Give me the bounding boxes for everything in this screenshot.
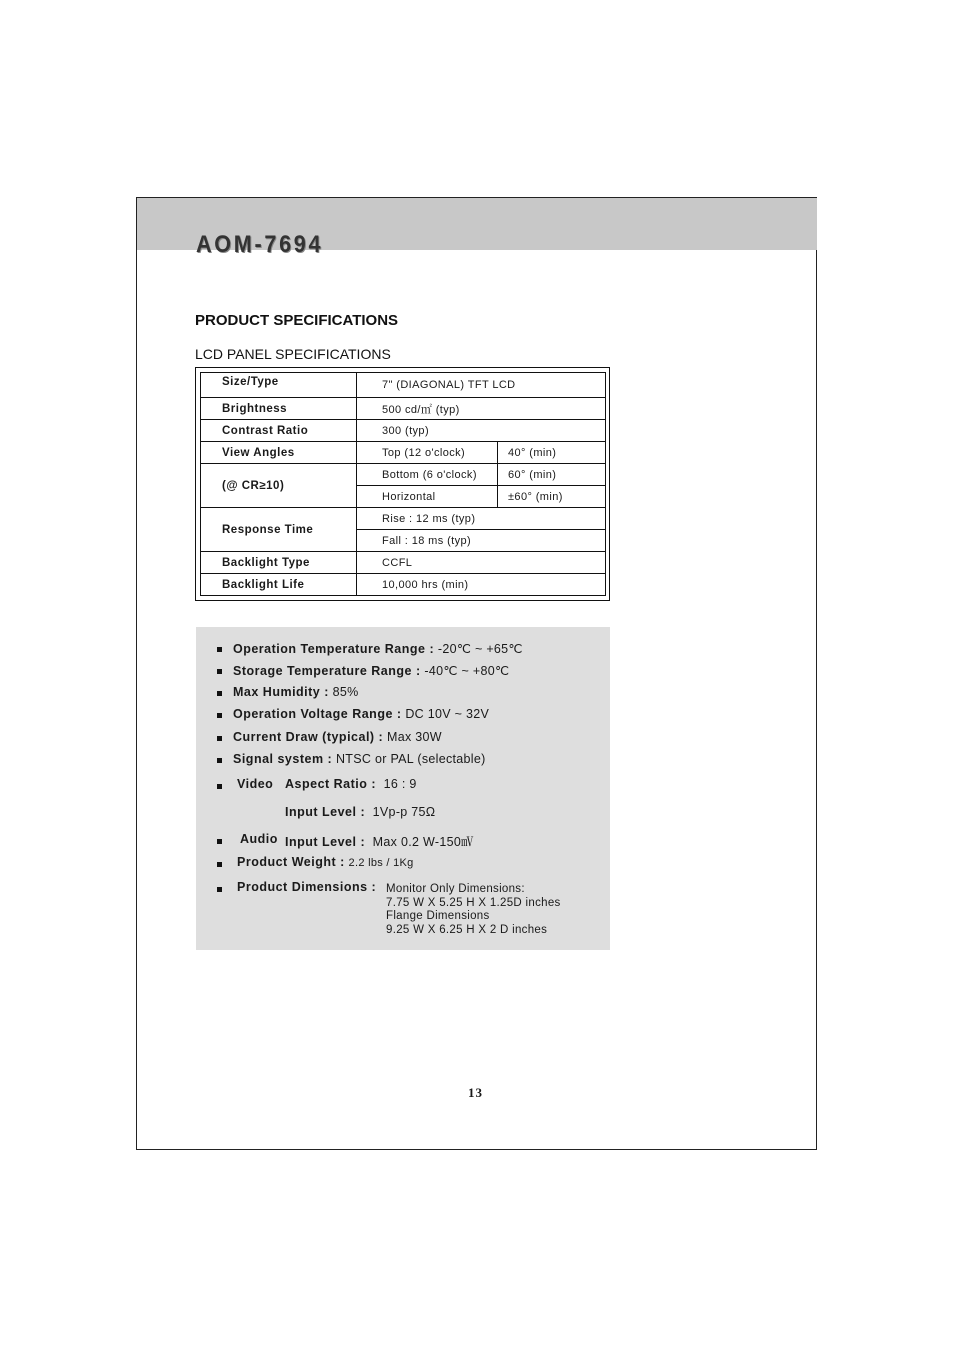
list-item [233, 707, 489, 721]
dimension-line: Flange Dimensions [386, 910, 490, 922]
bullet-icon [217, 887, 222, 892]
lcd-panel-subtitle: LCD PANEL SPECIFICATIONS [195, 346, 391, 362]
bullet-icon [217, 862, 222, 867]
section-title: PRODUCT SPECIFICATIONS [195, 312, 399, 329]
spec-value: 40° (min) [498, 442, 606, 464]
spec-value: Top (12 o'clock) [357, 442, 498, 464]
spec-value: Max 0.2 W-150㎷ [372, 835, 474, 849]
table-row [201, 508, 606, 530]
spec-value: Horizontal [357, 486, 498, 508]
spec-label: Size/Type [201, 373, 357, 398]
spec-value: 1Vp-p 75Ω [372, 805, 436, 819]
table-row [201, 574, 606, 596]
bullet-icon [217, 669, 222, 674]
bullet-icon [217, 713, 222, 718]
bullet-icon [217, 839, 222, 844]
spec-value: 85% [328, 685, 359, 699]
spec-value: 7" (DIAGONAL) TFT LCD [357, 373, 606, 398]
spec-label: Product Weight : [237, 855, 345, 869]
spec-label: Input Level : [285, 835, 366, 849]
list-item [233, 685, 359, 699]
spec-label: Operation Voltage Range : [233, 707, 402, 721]
table-row [201, 373, 606, 398]
dimension-line: Monitor Only Dimensions: [386, 883, 525, 895]
bullet-icon [217, 784, 222, 789]
spec-label: Current Draw (typical) : [233, 730, 384, 744]
dimensions-values [386, 883, 561, 937]
table-row [201, 552, 606, 574]
spec-value: -40℃ ~ +80℃ [420, 664, 510, 678]
spec-value: Fall : 18 ms (typ) [357, 530, 606, 552]
dimensions-label: Product Dimensions : [237, 880, 377, 894]
spec-label: (@ CR≥10) [201, 464, 357, 508]
spec-value: 16 : 9 [383, 777, 417, 791]
spec-value: 300 (typ) [357, 420, 606, 442]
bullet-icon [217, 758, 222, 763]
spec-value: DC 10V ~ 32V [401, 707, 490, 721]
list-item [237, 855, 414, 869]
table-row [201, 420, 606, 442]
bullet-icon [217, 736, 222, 741]
spec-value: 60° (min) [498, 464, 606, 486]
spec-label: Backlight Life [201, 574, 357, 596]
dimension-line: 7.75 W X 5.25 H X 1.25D inches [386, 896, 561, 909]
list-item [233, 752, 486, 766]
video-aspect-ratio [285, 777, 417, 791]
video-label: Video [237, 777, 274, 791]
bullet-icon [217, 647, 222, 652]
list-item [233, 663, 509, 678]
list-item [233, 641, 523, 656]
spec-value: -20℃ ~ +65℃ [434, 642, 523, 656]
model-title: AOM-7694 [196, 231, 324, 258]
spec-value: NTSC or PAL (selectable) [332, 752, 486, 766]
spec-label: Aspect Ratio : [285, 777, 377, 791]
spec-value: Rise : 12 ms (typ) [357, 508, 606, 530]
table-row [201, 398, 606, 420]
spec-label: Input Level : [285, 805, 366, 819]
spec-label: Signal system : [233, 752, 333, 766]
list-item [233, 730, 442, 744]
spec-label: Brightness [201, 398, 357, 420]
spec-label: Max Humidity : [233, 685, 329, 699]
spec-label: Backlight Type [201, 552, 357, 574]
table-row [201, 464, 606, 486]
spec-label: View Angles [201, 442, 357, 464]
spec-label: Response Time [201, 508, 357, 552]
spec-label: Operation Temperature Range : [233, 642, 435, 656]
table-row [201, 442, 606, 464]
spec-label: Storage Temperature Range : [233, 664, 421, 678]
spec-value: 500 cd/㎡ (typ) [357, 398, 606, 420]
dimension-line: 9.25 W X 6.25 H X 2 D inches [386, 923, 548, 936]
spec-value: ±60° (min) [498, 486, 606, 508]
spec-value: 2.2 lbs / 1Kg [348, 857, 414, 869]
spec-value: Max 30W [383, 730, 442, 744]
spec-label: Contrast Ratio [201, 420, 357, 442]
page-number: 13 [468, 1085, 483, 1100]
spec-value: Bottom (6 o'clock) [357, 464, 498, 486]
video-input-level [285, 805, 435, 819]
audio-input-level [285, 832, 474, 850]
audio-label: Audio [240, 832, 278, 846]
lcd-spec-table [200, 372, 606, 596]
spec-value: CCFL [357, 552, 606, 574]
spec-value: 10,000 hrs (min) [357, 574, 606, 596]
bullet-icon [217, 691, 222, 696]
